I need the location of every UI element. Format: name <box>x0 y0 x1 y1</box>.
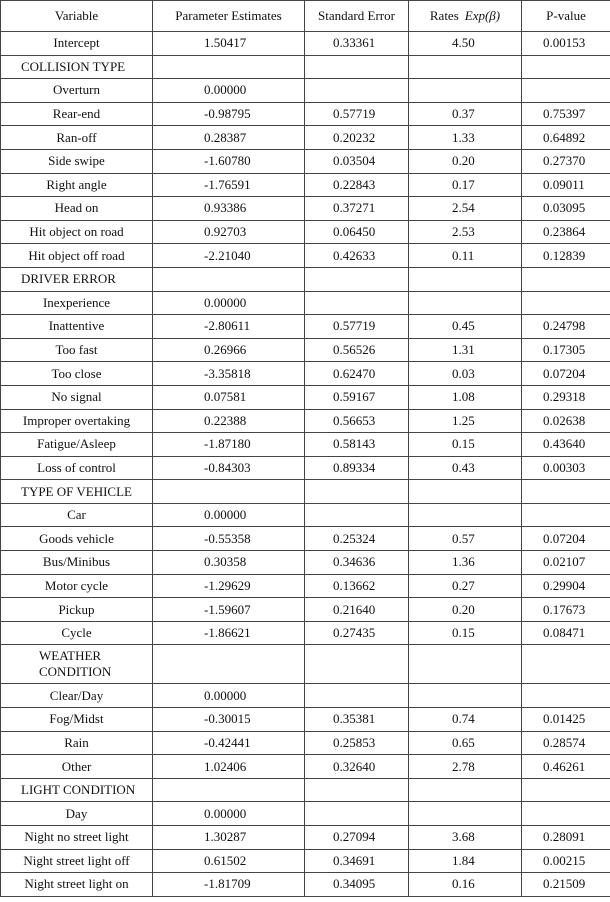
variable-cell: Bus/Minibus <box>1 551 153 575</box>
variable-cell: Car <box>1 503 153 527</box>
table-row <box>1 503 610 527</box>
rate-cell: 0.37 <box>409 102 522 126</box>
table-row <box>1 409 610 433</box>
header-rates <box>409 1 522 32</box>
header-pvalue: P-value <box>522 1 610 32</box>
estimate-cell: -3.35818 <box>153 362 305 386</box>
variable-cell: Hit object on road <box>1 220 153 244</box>
table-row <box>1 826 610 850</box>
variable-cell: Night street light on <box>1 873 153 897</box>
table-row <box>1 873 610 897</box>
estimate-cell: -1.59607 <box>153 598 305 622</box>
category-row <box>1 778 610 802</box>
stderr-cell: 0.56653 <box>305 409 409 433</box>
variable-cell: Intercept <box>1 32 153 56</box>
table-row <box>1 338 610 362</box>
stderr-cell: 0.89334 <box>305 456 409 480</box>
variable-cell: Loss of control <box>1 456 153 480</box>
estimate-cell: 1.50417 <box>153 32 305 56</box>
pvalue-cell: 0.09011 <box>522 173 610 197</box>
stderr-cell: 0.34095 <box>305 873 409 897</box>
stderr-cell: 0.20232 <box>305 126 409 150</box>
pvalue-cell: 0.75397 <box>522 102 610 126</box>
table-row <box>1 551 610 575</box>
estimate-cell: 1.02406 <box>153 755 305 779</box>
rate-cell: 0.45 <box>409 315 522 339</box>
variable-cell: Pickup <box>1 598 153 622</box>
stderr-cell: 0.33361 <box>305 32 409 56</box>
estimate-cell: 0.00000 <box>153 79 305 103</box>
rate-cell: 0.74 <box>409 708 522 732</box>
rate-cell: 1.84 <box>409 849 522 873</box>
header-rates-label: Rates <box>429 8 459 23</box>
stderr-cell: 0.42633 <box>305 244 409 268</box>
variable-cell: Overturn <box>1 79 153 103</box>
rate-cell: 0.17 <box>409 173 522 197</box>
pvalue-cell: 0.28091 <box>522 826 610 850</box>
pvalue-cell: 0.46261 <box>522 755 610 779</box>
rate-cell: 0.03 <box>409 362 522 386</box>
variable-cell: No signal <box>1 385 153 409</box>
category-row <box>1 480 610 504</box>
table-row <box>1 149 610 173</box>
pvalue-cell: 0.02107 <box>522 551 610 575</box>
category-label: LIGHT CONDITION <box>1 778 153 802</box>
header-estimate: Parameter Estimates <box>153 1 305 32</box>
estimate-cell: -0.98795 <box>153 102 305 126</box>
estimate-cell: 0.28387 <box>153 126 305 150</box>
variable-cell: Fog/Midst <box>1 708 153 732</box>
table-row <box>1 755 610 779</box>
header-row <box>1 1 610 32</box>
table-row <box>1 197 610 221</box>
estimate-cell: -0.55358 <box>153 527 305 551</box>
pvalue-cell: 0.28574 <box>522 731 610 755</box>
stderr-cell: 0.58143 <box>305 433 409 457</box>
table-row <box>1 79 610 103</box>
rate-cell: 2.78 <box>409 755 522 779</box>
pvalue-cell: 0.00153 <box>522 32 610 56</box>
stderr-cell: 0.35381 <box>305 708 409 732</box>
table-row <box>1 385 610 409</box>
rate-cell: 4.50 <box>409 32 522 56</box>
rate-cell: 0.15 <box>409 621 522 645</box>
pvalue-cell: 0.17673 <box>522 598 610 622</box>
variable-cell: Inattentive <box>1 315 153 339</box>
table-row <box>1 244 610 268</box>
estimate-cell: -1.60780 <box>153 149 305 173</box>
pvalue-cell: 0.00303 <box>522 456 610 480</box>
category-label: TYPE OF VEHICLE <box>1 480 153 504</box>
rate-cell: 0.43 <box>409 456 522 480</box>
stderr-cell: 0.06450 <box>305 220 409 244</box>
pvalue-cell: 0.08471 <box>522 621 610 645</box>
pvalue-cell: 0.07204 <box>522 527 610 551</box>
variable-cell: Hit object off road <box>1 244 153 268</box>
estimate-cell: 0.30358 <box>153 551 305 575</box>
estimate-cell: 0.61502 <box>153 849 305 873</box>
estimate-cell: -1.81709 <box>153 873 305 897</box>
header-rates-math: Exp(β) <box>464 8 501 23</box>
rate-cell: 0.20 <box>409 149 522 173</box>
pvalue-cell: 0.03095 <box>522 197 610 221</box>
stderr-cell: 0.57719 <box>305 315 409 339</box>
variable-cell: Other <box>1 755 153 779</box>
stderr-cell: 0.57719 <box>305 102 409 126</box>
variable-cell: Right angle <box>1 173 153 197</box>
stderr-cell: 0.37271 <box>305 197 409 221</box>
rate-cell: 1.33 <box>409 126 522 150</box>
estimate-cell: -1.87180 <box>153 433 305 457</box>
estimate-cell: -2.21040 <box>153 244 305 268</box>
rate-cell: 1.08 <box>409 385 522 409</box>
estimate-cell: -2.80611 <box>153 315 305 339</box>
estimate-cell: -1.86621 <box>153 621 305 645</box>
variable-cell: Inexperience <box>1 291 153 315</box>
stderr-cell: 0.25853 <box>305 731 409 755</box>
stderr-cell: 0.25324 <box>305 527 409 551</box>
stderr-cell: 0.27435 <box>305 621 409 645</box>
stderr-cell: 0.22843 <box>305 173 409 197</box>
pvalue-cell: 0.43640 <box>522 433 610 457</box>
estimate-cell: 0.07581 <box>153 385 305 409</box>
table-row <box>1 456 610 480</box>
header-variable: Variable <box>1 1 153 32</box>
estimate-cell: -0.30015 <box>153 708 305 732</box>
rate-cell: 1.25 <box>409 409 522 433</box>
rate-cell: 2.53 <box>409 220 522 244</box>
rate-cell: 3.68 <box>409 826 522 850</box>
table-row <box>1 362 610 386</box>
estimate-cell: 1.30287 <box>153 826 305 850</box>
variable-cell: Motor cycle <box>1 574 153 598</box>
rate-cell: 0.16 <box>409 873 522 897</box>
variable-cell: Day <box>1 802 153 826</box>
rate-cell: 0.15 <box>409 433 522 457</box>
rate-cell: 0.65 <box>409 731 522 755</box>
pvalue-cell: 0.07204 <box>522 362 610 386</box>
estimate-cell: 0.22388 <box>153 409 305 433</box>
estimate-cell: 0.00000 <box>153 503 305 527</box>
variable-cell: Night street light off <box>1 849 153 873</box>
rate-cell: 0.20 <box>409 598 522 622</box>
variable-cell: Fatigue/Asleep <box>1 433 153 457</box>
pvalue-cell: 0.21509 <box>522 873 610 897</box>
table-row <box>1 173 610 197</box>
estimate-cell: 0.00000 <box>153 684 305 708</box>
estimate-cell: -1.29629 <box>153 574 305 598</box>
pvalue-cell: 0.02638 <box>522 409 610 433</box>
stderr-cell: 0.62470 <box>305 362 409 386</box>
variable-cell: Head on <box>1 197 153 221</box>
estimate-cell: -1.76591 <box>153 173 305 197</box>
header-stderr: Standard Error <box>305 1 409 32</box>
variable-cell: Too close <box>1 362 153 386</box>
stderr-cell: 0.34691 <box>305 849 409 873</box>
estimate-cell: 0.92703 <box>153 220 305 244</box>
table-row <box>1 32 610 56</box>
table-row <box>1 315 610 339</box>
pvalue-cell: 0.29318 <box>522 385 610 409</box>
variable-cell: Night no street light <box>1 826 153 850</box>
estimate-cell: 0.93386 <box>153 197 305 221</box>
pvalue-cell: 0.24798 <box>522 315 610 339</box>
pvalue-cell: 0.17305 <box>522 338 610 362</box>
estimate-cell: -0.84303 <box>153 456 305 480</box>
estimate-cell: -0.42441 <box>153 731 305 755</box>
table-row <box>1 102 610 126</box>
category-row <box>1 267 610 291</box>
rate-cell: 0.11 <box>409 244 522 268</box>
table-row <box>1 731 610 755</box>
table-row <box>1 684 610 708</box>
rate-cell: 0.27 <box>409 574 522 598</box>
stderr-cell: 0.32640 <box>305 755 409 779</box>
stderr-cell: 0.13662 <box>305 574 409 598</box>
pvalue-cell: 0.00215 <box>522 849 610 873</box>
rate-cell: 1.36 <box>409 551 522 575</box>
table-row <box>1 708 610 732</box>
pvalue-cell: 0.12839 <box>522 244 610 268</box>
pvalue-cell: 0.64892 <box>522 126 610 150</box>
table-row <box>1 527 610 551</box>
table-row <box>1 802 610 826</box>
estimate-cell: 0.26966 <box>153 338 305 362</box>
variable-cell: Goods vehicle <box>1 527 153 551</box>
variable-cell: Side swipe <box>1 149 153 173</box>
table-row <box>1 574 610 598</box>
variable-cell: Cycle <box>1 621 153 645</box>
variable-cell: Clear/Day <box>1 684 153 708</box>
estimate-cell: 0.00000 <box>153 802 305 826</box>
stderr-cell: 0.59167 <box>305 385 409 409</box>
pvalue-cell: 0.27370 <box>522 149 610 173</box>
table-row <box>1 291 610 315</box>
pvalue-cell: 0.29904 <box>522 574 610 598</box>
rate-cell: 0.57 <box>409 527 522 551</box>
category-label: DRIVER ERROR <box>1 267 153 291</box>
category-row <box>1 55 610 79</box>
stderr-cell: 0.56526 <box>305 338 409 362</box>
variable-cell: Rear-end <box>1 102 153 126</box>
category-label: WEATHER CONDITION <box>1 645 153 684</box>
pvalue-cell: 0.01425 <box>522 708 610 732</box>
table-row <box>1 598 610 622</box>
estimate-cell: 0.00000 <box>153 291 305 315</box>
variable-cell: Ran-off <box>1 126 153 150</box>
category-label: COLLISION TYPE <box>1 55 153 79</box>
pvalue-cell: 0.23864 <box>522 220 610 244</box>
rate-cell: 1.31 <box>409 338 522 362</box>
variable-cell: Too fast <box>1 338 153 362</box>
table-row <box>1 849 610 873</box>
table-row <box>1 126 610 150</box>
variable-cell: Rain <box>1 731 153 755</box>
rate-cell: 2.54 <box>409 197 522 221</box>
stderr-cell: 0.34636 <box>305 551 409 575</box>
variable-cell: Improper overtaking <box>1 409 153 433</box>
category-row <box>1 645 610 684</box>
table-row <box>1 433 610 457</box>
table-row <box>1 220 610 244</box>
stderr-cell: 0.27094 <box>305 826 409 850</box>
stderr-cell: 0.03504 <box>305 149 409 173</box>
stderr-cell: 0.21640 <box>305 598 409 622</box>
table-row <box>1 621 610 645</box>
